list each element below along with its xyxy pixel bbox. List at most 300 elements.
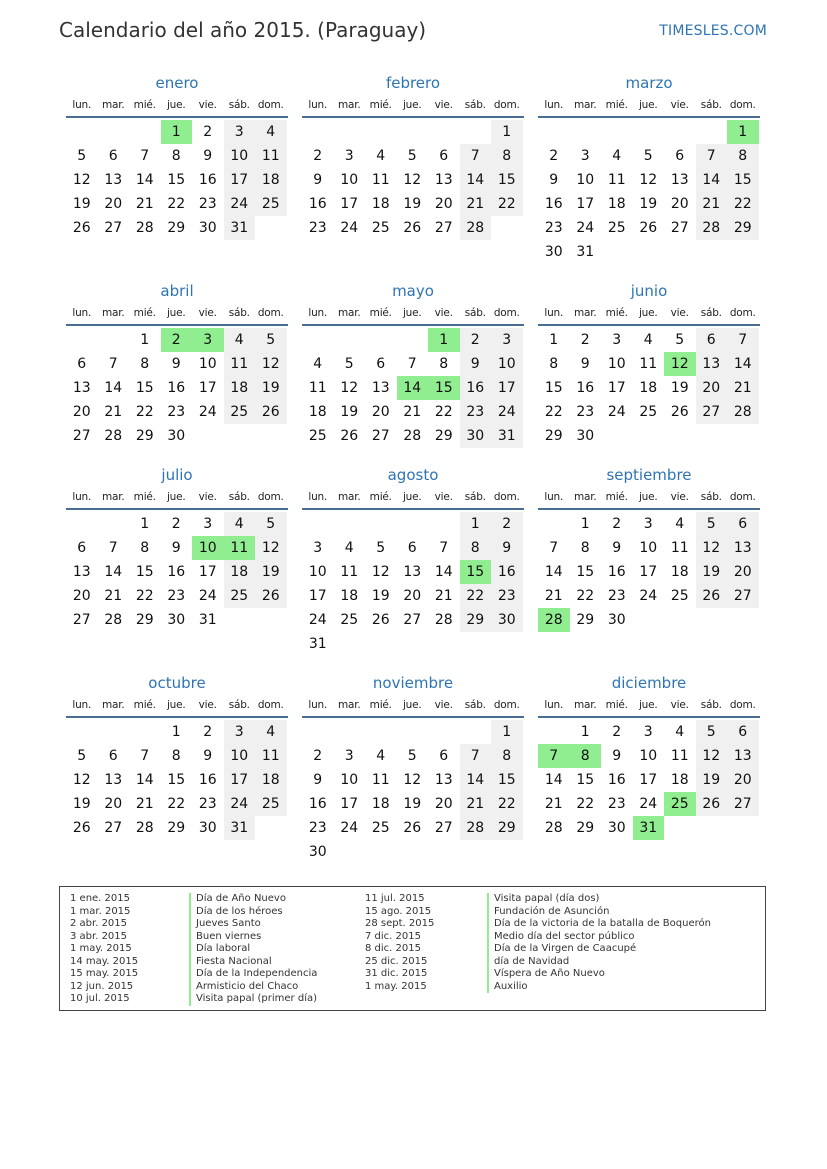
- day-cell[interactable]: 26: [696, 584, 728, 608]
- day-cell[interactable]: 19: [340, 404, 359, 420]
- day-cell[interactable]: 27: [727, 792, 759, 816]
- day-cell[interactable]: 15: [167, 772, 186, 788]
- holiday-day-cell[interactable]: 1: [161, 120, 193, 144]
- day-cell[interactable]: 17: [340, 796, 359, 812]
- day-cell[interactable]: 14: [104, 564, 123, 580]
- day-cell[interactable]: 24: [224, 792, 256, 816]
- day-cell[interactable]: 20: [434, 796, 453, 812]
- day-cell[interactable]: 6: [108, 748, 118, 764]
- day-cell[interactable]: 8: [460, 536, 492, 560]
- day-cell[interactable]: 15: [576, 564, 595, 580]
- day-cell[interactable]: 2: [171, 516, 181, 532]
- day-cell[interactable]: 14: [544, 772, 563, 788]
- day-cell[interactable]: 14: [434, 564, 453, 580]
- day-cell[interactable]: 17: [224, 168, 256, 192]
- day-cell[interactable]: 24: [576, 220, 595, 236]
- day-cell[interactable]: 22: [576, 796, 595, 812]
- day-cell[interactable]: 1: [140, 516, 150, 532]
- holiday-day-cell[interactable]: 28: [538, 608, 570, 632]
- day-cell[interactable]: 18: [224, 376, 256, 400]
- day-cell[interactable]: 27: [72, 428, 91, 444]
- day-cell[interactable]: 8: [439, 356, 449, 372]
- day-cell[interactable]: 5: [696, 720, 728, 744]
- day-cell[interactable]: 19: [403, 196, 422, 212]
- day-cell[interactable]: 1: [580, 516, 590, 532]
- day-cell[interactable]: 26: [72, 220, 91, 236]
- day-cell[interactable]: 14: [460, 768, 492, 792]
- day-cell[interactable]: 11: [340, 564, 359, 580]
- day-cell[interactable]: 27: [403, 612, 422, 628]
- day-cell[interactable]: 5: [643, 148, 653, 164]
- day-cell[interactable]: 8: [491, 744, 523, 768]
- day-cell[interactable]: 8: [491, 144, 523, 168]
- day-cell[interactable]: 9: [580, 356, 590, 372]
- day-cell[interactable]: 29: [491, 816, 523, 840]
- day-cell[interactable]: 29: [727, 216, 759, 240]
- day-cell[interactable]: 30: [491, 608, 523, 632]
- day-cell[interactable]: 20: [371, 404, 390, 420]
- day-cell[interactable]: 22: [434, 404, 453, 420]
- day-cell[interactable]: 25: [639, 404, 658, 420]
- day-cell[interactable]: 29: [135, 612, 154, 628]
- day-cell[interactable]: 7: [460, 744, 492, 768]
- holiday-day-cell[interactable]: 7: [538, 744, 570, 768]
- day-cell[interactable]: 18: [308, 404, 327, 420]
- day-cell[interactable]: 12: [696, 744, 728, 768]
- day-cell[interactable]: 7: [140, 148, 150, 164]
- day-cell[interactable]: 3: [643, 724, 653, 740]
- day-cell[interactable]: 29: [167, 220, 186, 236]
- day-cell[interactable]: 22: [167, 796, 186, 812]
- day-cell[interactable]: 16: [167, 380, 186, 396]
- day-cell[interactable]: 5: [407, 148, 417, 164]
- day-cell[interactable]: 7: [696, 144, 728, 168]
- day-cell[interactable]: 10: [491, 352, 523, 376]
- day-cell[interactable]: 19: [696, 560, 728, 584]
- day-cell[interactable]: 8: [171, 148, 181, 164]
- day-cell[interactable]: 23: [544, 220, 563, 236]
- day-cell[interactable]: 21: [104, 404, 123, 420]
- day-cell[interactable]: 17: [607, 380, 626, 396]
- holiday-day-cell[interactable]: 8: [570, 744, 602, 768]
- day-cell[interactable]: 24: [198, 404, 217, 420]
- day-cell[interactable]: 15: [576, 772, 595, 788]
- day-cell[interactable]: 9: [549, 172, 559, 188]
- day-cell[interactable]: 16: [308, 796, 327, 812]
- day-cell[interactable]: 20: [104, 796, 123, 812]
- day-cell[interactable]: 22: [576, 588, 595, 604]
- day-cell[interactable]: 22: [135, 588, 154, 604]
- day-cell[interactable]: 27: [434, 220, 453, 236]
- day-cell[interactable]: 16: [607, 772, 626, 788]
- day-cell[interactable]: 31: [198, 612, 217, 628]
- day-cell[interactable]: 12: [72, 772, 91, 788]
- day-cell[interactable]: 28: [727, 400, 759, 424]
- day-cell[interactable]: 16: [576, 380, 595, 396]
- day-cell[interactable]: 18: [224, 560, 256, 584]
- holiday-day-cell[interactable]: 25: [664, 792, 696, 816]
- day-cell[interactable]: 17: [198, 380, 217, 396]
- day-cell[interactable]: 25: [340, 612, 359, 628]
- day-cell[interactable]: 11: [670, 748, 689, 764]
- day-cell[interactable]: 16: [198, 772, 217, 788]
- holiday-day-cell[interactable]: 1: [428, 328, 460, 352]
- day-cell[interactable]: 7: [108, 540, 118, 556]
- day-cell[interactable]: 6: [439, 748, 449, 764]
- day-cell[interactable]: 23: [198, 796, 217, 812]
- day-cell[interactable]: 14: [696, 168, 728, 192]
- day-cell[interactable]: 16: [607, 564, 626, 580]
- day-cell[interactable]: 25: [371, 820, 390, 836]
- day-cell[interactable]: 19: [696, 768, 728, 792]
- day-cell[interactable]: 19: [371, 588, 390, 604]
- day-cell[interactable]: 6: [77, 356, 87, 372]
- day-cell[interactable]: 8: [549, 356, 559, 372]
- day-cell[interactable]: 16: [544, 196, 563, 212]
- day-cell[interactable]: 7: [549, 540, 559, 556]
- day-cell[interactable]: 19: [639, 196, 658, 212]
- day-cell[interactable]: 13: [434, 172, 453, 188]
- day-cell[interactable]: 28: [135, 820, 154, 836]
- day-cell[interactable]: 9: [171, 540, 181, 556]
- day-cell[interactable]: 14: [104, 380, 123, 396]
- day-cell[interactable]: 14: [135, 772, 154, 788]
- day-cell[interactable]: 21: [727, 376, 759, 400]
- day-cell[interactable]: 22: [135, 404, 154, 420]
- day-cell[interactable]: 26: [670, 404, 689, 420]
- day-cell[interactable]: 15: [727, 168, 759, 192]
- day-cell[interactable]: 16: [198, 172, 217, 188]
- holiday-day-cell[interactable]: 11: [224, 536, 256, 560]
- day-cell[interactable]: 28: [696, 216, 728, 240]
- day-cell[interactable]: 26: [371, 612, 390, 628]
- day-cell[interactable]: 3: [580, 148, 590, 164]
- day-cell[interactable]: 11: [224, 352, 256, 376]
- day-cell[interactable]: 16: [308, 196, 327, 212]
- day-cell[interactable]: 24: [491, 400, 523, 424]
- day-cell[interactable]: 30: [607, 612, 626, 628]
- day-cell[interactable]: 9: [460, 352, 492, 376]
- day-cell[interactable]: 18: [607, 196, 626, 212]
- brand-link[interactable]: TIMESLES.COM: [659, 23, 767, 39]
- day-cell[interactable]: 18: [255, 168, 287, 192]
- day-cell[interactable]: 21: [460, 192, 492, 216]
- day-cell[interactable]: 26: [255, 584, 287, 608]
- day-cell[interactable]: 22: [727, 192, 759, 216]
- day-cell[interactable]: 17: [198, 564, 217, 580]
- day-cell[interactable]: 8: [140, 356, 150, 372]
- day-cell[interactable]: 20: [670, 196, 689, 212]
- day-cell[interactable]: 5: [675, 332, 685, 348]
- day-cell[interactable]: 23: [607, 588, 626, 604]
- day-cell[interactable]: 19: [670, 380, 689, 396]
- day-cell[interactable]: 25: [308, 428, 327, 444]
- day-cell[interactable]: 1: [140, 332, 150, 348]
- day-cell[interactable]: 3: [643, 516, 653, 532]
- day-cell[interactable]: 11: [639, 356, 658, 372]
- day-cell[interactable]: 12: [255, 352, 287, 376]
- day-cell[interactable]: 6: [376, 356, 386, 372]
- day-cell[interactable]: 21: [403, 404, 422, 420]
- day-cell[interactable]: 10: [639, 540, 658, 556]
- day-cell[interactable]: 11: [670, 540, 689, 556]
- day-cell[interactable]: 31: [224, 816, 256, 840]
- day-cell[interactable]: 6: [696, 328, 728, 352]
- day-cell[interactable]: 19: [255, 560, 287, 584]
- day-cell[interactable]: 4: [675, 724, 685, 740]
- day-cell[interactable]: 8: [727, 144, 759, 168]
- day-cell[interactable]: 9: [612, 748, 622, 764]
- day-cell[interactable]: 11: [308, 380, 327, 396]
- day-cell[interactable]: 6: [77, 540, 87, 556]
- day-cell[interactable]: 31: [576, 244, 595, 260]
- day-cell[interactable]: 15: [491, 768, 523, 792]
- day-cell[interactable]: 24: [224, 192, 256, 216]
- day-cell[interactable]: 6: [675, 148, 685, 164]
- day-cell[interactable]: 25: [255, 792, 287, 816]
- day-cell[interactable]: 22: [167, 196, 186, 212]
- day-cell[interactable]: 2: [313, 748, 323, 764]
- day-cell[interactable]: 1: [549, 332, 559, 348]
- day-cell[interactable]: 2: [580, 332, 590, 348]
- day-cell[interactable]: 13: [72, 564, 91, 580]
- day-cell[interactable]: 9: [313, 772, 323, 788]
- day-cell[interactable]: 4: [224, 328, 256, 352]
- day-cell[interactable]: 11: [255, 144, 287, 168]
- holiday-day-cell[interactable]: 12: [664, 352, 696, 376]
- day-cell[interactable]: 15: [135, 564, 154, 580]
- holiday-day-cell[interactable]: 3: [192, 328, 224, 352]
- day-cell[interactable]: 6: [407, 540, 417, 556]
- day-cell[interactable]: 30: [198, 820, 217, 836]
- day-cell[interactable]: 19: [72, 196, 91, 212]
- day-cell[interactable]: 27: [72, 612, 91, 628]
- day-cell[interactable]: 24: [340, 220, 359, 236]
- day-cell[interactable]: 14: [544, 564, 563, 580]
- day-cell[interactable]: 26: [255, 400, 287, 424]
- day-cell[interactable]: 16: [491, 560, 523, 584]
- day-cell[interactable]: 4: [255, 720, 287, 744]
- day-cell[interactable]: 1: [171, 724, 181, 740]
- holiday-day-cell[interactable]: 15: [428, 376, 460, 400]
- day-cell[interactable]: 3: [612, 332, 622, 348]
- day-cell[interactable]: 19: [403, 796, 422, 812]
- day-cell[interactable]: 27: [696, 400, 728, 424]
- day-cell[interactable]: 13: [727, 536, 759, 560]
- day-cell[interactable]: 15: [167, 172, 186, 188]
- day-cell[interactable]: 10: [340, 772, 359, 788]
- day-cell[interactable]: 14: [460, 168, 492, 192]
- day-cell[interactable]: 1: [491, 720, 523, 744]
- day-cell[interactable]: 14: [135, 172, 154, 188]
- day-cell[interactable]: 6: [108, 148, 118, 164]
- day-cell[interactable]: 2: [612, 516, 622, 532]
- day-cell[interactable]: 26: [340, 428, 359, 444]
- day-cell[interactable]: 9: [612, 540, 622, 556]
- day-cell[interactable]: 13: [670, 172, 689, 188]
- day-cell[interactable]: 27: [727, 584, 759, 608]
- day-cell[interactable]: 31: [224, 216, 256, 240]
- day-cell[interactable]: 18: [371, 196, 390, 212]
- day-cell[interactable]: 17: [308, 588, 327, 604]
- day-cell[interactable]: 26: [403, 820, 422, 836]
- day-cell[interactable]: 11: [371, 172, 390, 188]
- day-cell[interactable]: 6: [727, 720, 759, 744]
- day-cell[interactable]: 20: [696, 376, 728, 400]
- day-cell[interactable]: 4: [612, 148, 622, 164]
- day-cell[interactable]: 30: [607, 820, 626, 836]
- day-cell[interactable]: 31: [491, 424, 523, 448]
- day-cell[interactable]: 12: [371, 564, 390, 580]
- day-cell[interactable]: 20: [403, 588, 422, 604]
- day-cell[interactable]: 20: [434, 196, 453, 212]
- day-cell[interactable]: 31: [308, 636, 327, 652]
- day-cell[interactable]: 8: [171, 748, 181, 764]
- day-cell[interactable]: 30: [460, 424, 492, 448]
- day-cell[interactable]: 17: [639, 772, 658, 788]
- day-cell[interactable]: 2: [203, 124, 213, 140]
- day-cell[interactable]: 29: [576, 820, 595, 836]
- day-cell[interactable]: 26: [639, 220, 658, 236]
- day-cell[interactable]: 24: [639, 588, 658, 604]
- day-cell[interactable]: 18: [255, 768, 287, 792]
- day-cell[interactable]: 7: [140, 748, 150, 764]
- day-cell[interactable]: 29: [167, 820, 186, 836]
- day-cell[interactable]: 9: [203, 148, 213, 164]
- day-cell[interactable]: 26: [72, 820, 91, 836]
- day-cell[interactable]: 30: [576, 428, 595, 444]
- day-cell[interactable]: 23: [576, 404, 595, 420]
- day-cell[interactable]: 28: [403, 428, 422, 444]
- day-cell[interactable]: 24: [607, 404, 626, 420]
- day-cell[interactable]: 29: [576, 612, 595, 628]
- day-cell[interactable]: 12: [340, 380, 359, 396]
- day-cell[interactable]: 12: [639, 172, 658, 188]
- day-cell[interactable]: 28: [104, 428, 123, 444]
- day-cell[interactable]: 7: [727, 328, 759, 352]
- day-cell[interactable]: 28: [135, 220, 154, 236]
- day-cell[interactable]: 17: [340, 196, 359, 212]
- day-cell[interactable]: 10: [607, 356, 626, 372]
- day-cell[interactable]: 9: [171, 356, 181, 372]
- day-cell[interactable]: 9: [491, 536, 523, 560]
- day-cell[interactable]: 25: [607, 220, 626, 236]
- day-cell[interactable]: 4: [255, 120, 287, 144]
- day-cell[interactable]: 4: [376, 148, 386, 164]
- day-cell[interactable]: 23: [167, 404, 186, 420]
- day-cell[interactable]: 29: [460, 608, 492, 632]
- day-cell[interactable]: 18: [670, 564, 689, 580]
- day-cell[interactable]: 23: [308, 820, 327, 836]
- day-cell[interactable]: 21: [544, 796, 563, 812]
- day-cell[interactable]: 4: [675, 516, 685, 532]
- day-cell[interactable]: 28: [460, 816, 492, 840]
- day-cell[interactable]: 25: [371, 220, 390, 236]
- day-cell[interactable]: 11: [371, 772, 390, 788]
- day-cell[interactable]: 30: [544, 244, 563, 260]
- day-cell[interactable]: 21: [135, 196, 154, 212]
- day-cell[interactable]: 25: [224, 400, 256, 424]
- day-cell[interactable]: 12: [403, 172, 422, 188]
- day-cell[interactable]: 18: [670, 772, 689, 788]
- day-cell[interactable]: 15: [491, 168, 523, 192]
- day-cell[interactable]: 3: [344, 148, 354, 164]
- day-cell[interactable]: 7: [407, 356, 417, 372]
- day-cell[interactable]: 4: [344, 540, 354, 556]
- day-cell[interactable]: 15: [135, 380, 154, 396]
- day-cell[interactable]: 24: [340, 820, 359, 836]
- day-cell[interactable]: 22: [491, 792, 523, 816]
- day-cell[interactable]: 10: [340, 172, 359, 188]
- day-cell[interactable]: 5: [376, 540, 386, 556]
- day-cell[interactable]: 8: [580, 540, 590, 556]
- day-cell[interactable]: 30: [167, 612, 186, 628]
- day-cell[interactable]: 27: [371, 428, 390, 444]
- day-cell[interactable]: 5: [255, 512, 287, 536]
- day-cell[interactable]: 30: [167, 428, 186, 444]
- day-cell[interactable]: 16: [460, 376, 492, 400]
- day-cell[interactable]: 2: [313, 148, 323, 164]
- day-cell[interactable]: 22: [460, 584, 492, 608]
- day-cell[interactable]: 17: [576, 196, 595, 212]
- day-cell[interactable]: 27: [434, 820, 453, 836]
- day-cell[interactable]: 3: [224, 720, 256, 744]
- day-cell[interactable]: 12: [72, 172, 91, 188]
- day-cell[interactable]: 14: [727, 352, 759, 376]
- day-cell[interactable]: 20: [104, 196, 123, 212]
- day-cell[interactable]: 10: [224, 744, 256, 768]
- day-cell[interactable]: 18: [639, 380, 658, 396]
- day-cell[interactable]: 21: [696, 192, 728, 216]
- holiday-day-cell[interactable]: 31: [633, 816, 665, 840]
- day-cell[interactable]: 5: [255, 328, 287, 352]
- holiday-day-cell[interactable]: 1: [727, 120, 759, 144]
- day-cell[interactable]: 13: [371, 380, 390, 396]
- day-cell[interactable]: 12: [696, 536, 728, 560]
- day-cell[interactable]: 20: [72, 588, 91, 604]
- day-cell[interactable]: 21: [135, 796, 154, 812]
- day-cell[interactable]: 24: [308, 612, 327, 628]
- day-cell[interactable]: 1: [460, 512, 492, 536]
- day-cell[interactable]: 13: [696, 352, 728, 376]
- day-cell[interactable]: 3: [344, 748, 354, 764]
- day-cell[interactable]: 12: [403, 772, 422, 788]
- holiday-day-cell[interactable]: 2: [161, 328, 193, 352]
- day-cell[interactable]: 5: [407, 748, 417, 764]
- day-cell[interactable]: 22: [491, 192, 523, 216]
- day-cell[interactable]: 11: [607, 172, 626, 188]
- day-cell[interactable]: 4: [376, 748, 386, 764]
- day-cell[interactable]: 23: [460, 400, 492, 424]
- day-cell[interactable]: 5: [77, 748, 87, 764]
- day-cell[interactable]: 28: [544, 820, 563, 836]
- day-cell[interactable]: 24: [639, 796, 658, 812]
- day-cell[interactable]: 24: [198, 588, 217, 604]
- day-cell[interactable]: 19: [72, 796, 91, 812]
- day-cell[interactable]: 2: [491, 512, 523, 536]
- day-cell[interactable]: 23: [167, 588, 186, 604]
- day-cell[interactable]: 3: [203, 516, 213, 532]
- day-cell[interactable]: 29: [434, 428, 453, 444]
- day-cell[interactable]: 26: [403, 220, 422, 236]
- day-cell[interactable]: 7: [108, 356, 118, 372]
- day-cell[interactable]: 22: [544, 404, 563, 420]
- day-cell[interactable]: 20: [72, 404, 91, 420]
- day-cell[interactable]: 21: [104, 588, 123, 604]
- day-cell[interactable]: 30: [198, 220, 217, 236]
- day-cell[interactable]: 20: [727, 560, 759, 584]
- day-cell[interactable]: 6: [439, 148, 449, 164]
